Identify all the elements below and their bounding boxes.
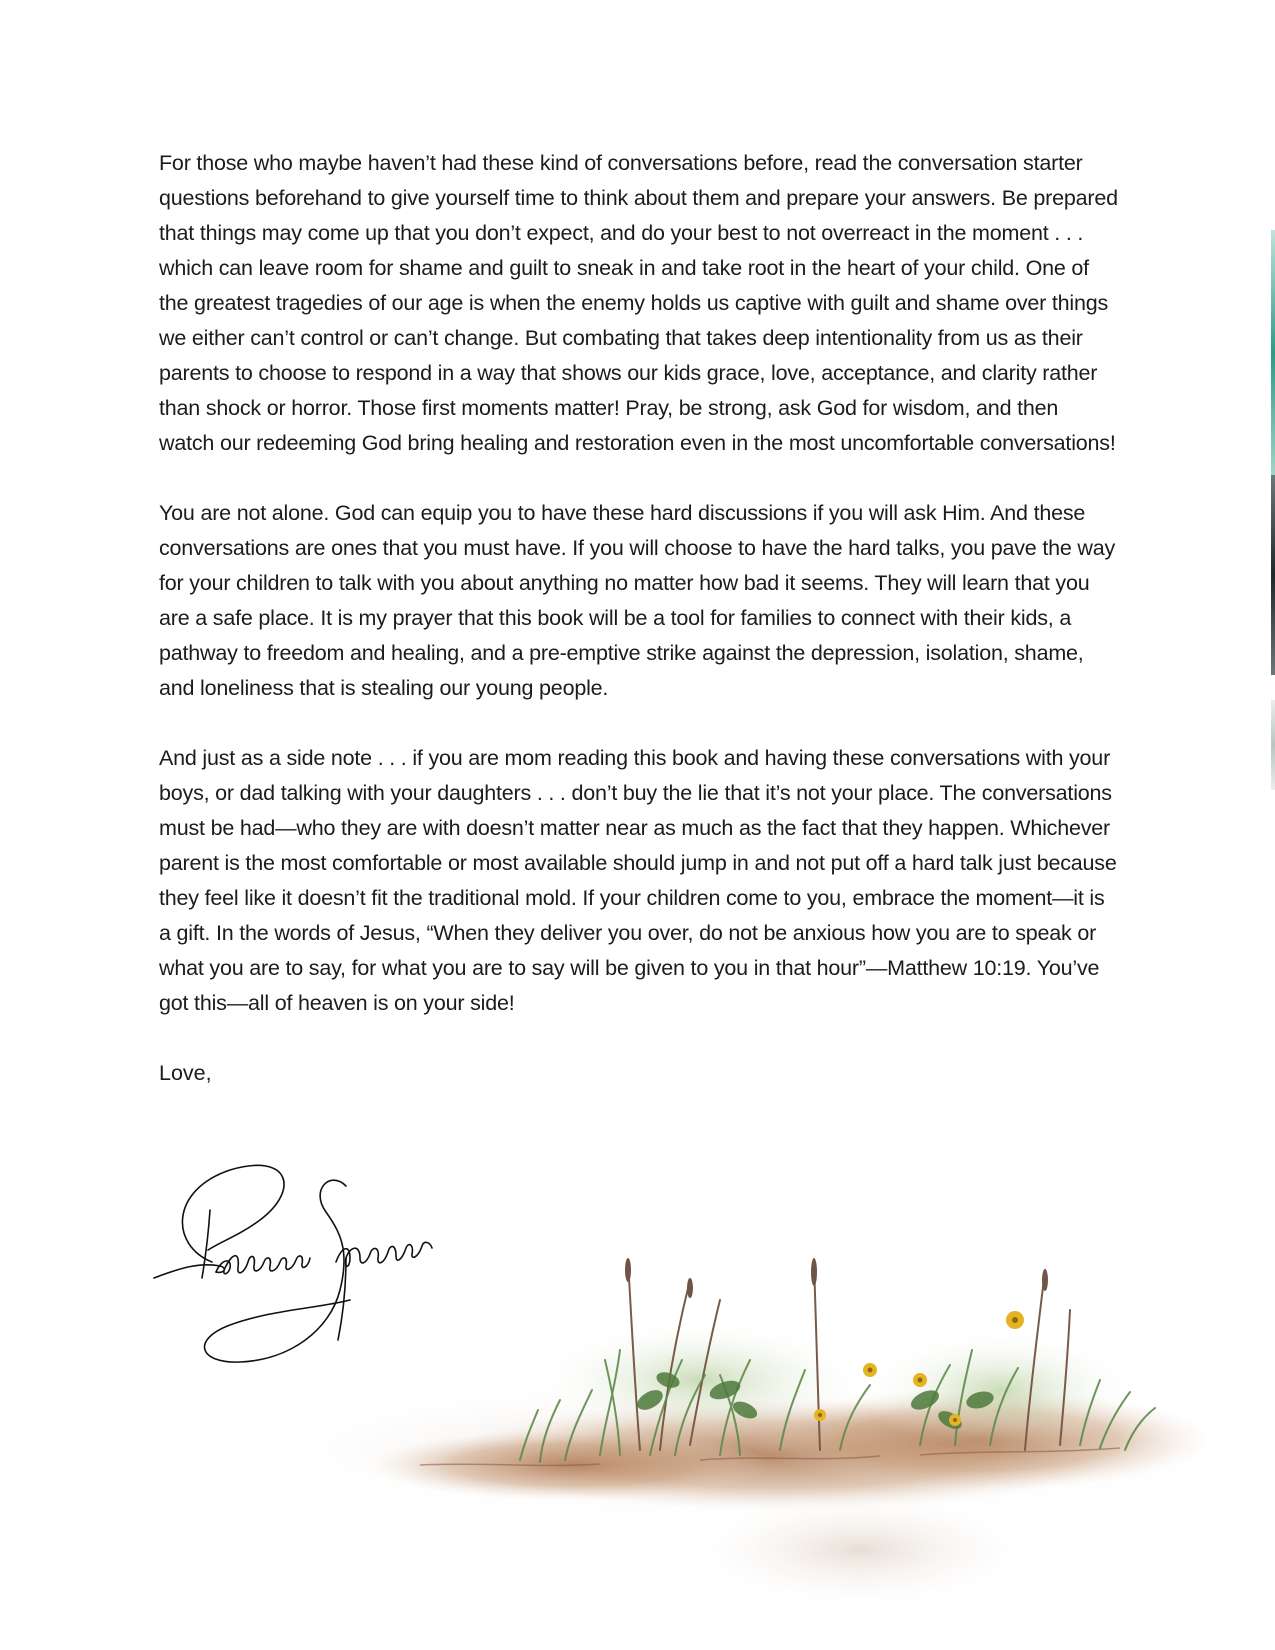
- paragraph-preparation: For those who maybe haven’t had these kind of conversations before, read the conversation starter questions beforehand to give yourself time to think about them and prepare your answers. Be prepared that things may come up that you don’t expect, and do your best to not overreact in the moment . . . which can leave room for shame and guilt to sneak in and take root in the heart of your child. One of the greatest tragedies of our age is when the enemy holds us captive with guilt and shame over things we either can’t control or can’t change. But combating that takes deep intentionality from us as their parents to choose to respond in a way that shows our kids grace, love, acceptance, and clarity rather than shock or horror. Those first moments matter! Pray, be strong, ask God for wisdom, and then watch our redeeming God bring healing and restoration even in the most uncomfortable conversations!: [159, 151, 1118, 455]
- meadow-illustration: [220, 1250, 1270, 1650]
- paragraph-not-alone: You are not alone. God can equip you to have these hard discussions if you will ask Him. And these conversations are ones that you must have. If you will choose to have the hard talks, you pave the way for your children to talk with you about anything no matter how bad it seems. They will learn that you are a safe place. It is my prayer that this book will be a tool for families to connect with their kids, a pathway to freedom and healing, and a pre-emptive strike against the depression, isolation, shame, and loneliness that is stealing our young people.: [159, 501, 1116, 700]
- page-edge-dark: [1271, 475, 1275, 675]
- page-edge-teal: [1271, 230, 1275, 475]
- letter-body: [159, 146, 1119, 1091]
- paragraph-side-note: And just as a side note . . . if you are mom reading this book and having these conversations with your boys, or dad talking with your daughters . . . don’t buy the lie that it’s not your place. The conversations must be had—who they are with doesn’t matter near as much as the fact that they happen. Whichever parent is the most comfortable or most available should jump in and not put off a hard talk just because they feel like it doesn’t fit the traditional mold. If your children come to you, embrace the moment—it is a gift. In the words of Jesus, “When they deliver you over, do not be anxious how you are to speak or what you are to say, for what you are to say will be given to you in that hour”—Matthew 10:19. You’ve got this—all of heaven is on your side!: [159, 746, 1117, 1015]
- closing-salutation: Love,: [159, 1061, 212, 1085]
- page-edge-light: [1271, 700, 1275, 790]
